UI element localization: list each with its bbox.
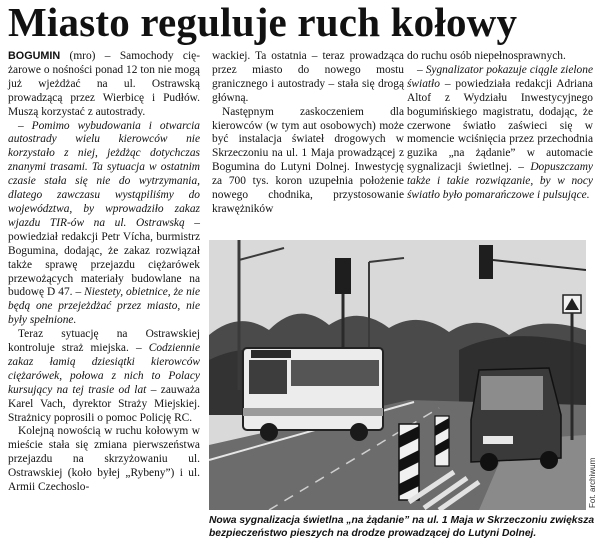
paragraph-priority-change: Kolejną nowością w ruchu kołowym w mieście stała się zmiana pierwszeństwa przejazdu na skrzyżowaniu ul. Ostrawskiej (koło byłej „Rybeny”) i ul. Armii Czechoslo- bbox=[8, 425, 200, 494]
photo-credit: Fot. archiwum bbox=[588, 457, 597, 508]
paragraph-continued: do ruchu osób niepełnosprawnych. bbox=[407, 50, 566, 62]
column-1 bbox=[8, 50, 200, 542]
quote-text: – Codziennie zakaz łamią dziesiątki kierowców ciężarówek, połowa z nich to Polacy kursujący na tej trasie od lat bbox=[8, 342, 200, 396]
quote-text-end: – Niestety, obietnice, że nie będą one przejeżdżać przez miasto, nie były spełnione. bbox=[8, 286, 201, 327]
paragraph-text: Teraz sytuację na Ostrawskiej kontroluje straż miejska. bbox=[8, 328, 200, 355]
paragraph-quote-mayor bbox=[8, 120, 200, 329]
column-2 bbox=[212, 50, 404, 238]
headline: Miasto reguluje ruch kołowy bbox=[8, 0, 518, 45]
lead-paragraph bbox=[8, 50, 200, 120]
quote-text: – Sygnalizator pokazuje ciągle zielone światło bbox=[407, 63, 593, 90]
column-3 bbox=[407, 50, 593, 238]
street-photo bbox=[209, 240, 586, 510]
attribution-text: – powiedziała redakcji Adriana Altof z Wydziału Inwestycyjnego bogumińskiego magistratu, dodając, że czerwone światło zaświeci się w momencie wciśnięcia przez przechodnia guzika „na żądanie” w automacie sygnalizacji świetlnej. bbox=[407, 77, 593, 174]
attribution-text: – powiedział redakcji Petr Vícha, burmistrz Bogumina, dodając, że zakaz rozwiązał także sprawę przejazdu ciężarówek przewożących materiały budowlane na budowę D 47. bbox=[8, 216, 200, 299]
attribution-text: – zauważa Karel Vach, dyrektor Straży Miejskiej. Strażnicy poprosili o pomoc Policję RC. bbox=[8, 383, 200, 424]
quote-text: – Pomimo wybudowania i otwarcia autostrady wielu kierowców nie korzystało z niej, jeżdżąc dotychczas znanymi trasami. Ta sytuacja w ostatnim czasie stała się nie do wytrzymania, dlatego zawczasu wystąpiliśmy do województwa, by wprowadziło zakaz wjazdu TIR-ów na ul. Ostrawską bbox=[8, 119, 200, 229]
paragraph-traffic-lights: Następnym zaskoczeniem dla kierowców (w tym aut osobowych) może być instalacja świateł drogowych w Skrzeczoniu na ul. 1 Maja prowadzącej z Bogumina do Lutyni Dolnej. Inwestycję za 700 tys. koron uzupełnia położenie nowego chodnika, przystosowanie krawężników bbox=[212, 105, 404, 215]
photo-caption: Nowa sygnalizacja świetlna „na żądanie” na ul. 1 Maja w Skrzeczoniu zwiększa bezpieczeństwo pieszych na drodze prowadzącej do Lutyni Dolnej. bbox=[209, 515, 595, 539]
quote-text-end: – Dopuszczamy także i takie rozwiązanie, by w nocy światło było pomarańczowe i pulsujące. bbox=[407, 161, 593, 202]
street-scene-illustration bbox=[209, 240, 586, 510]
paragraph-quote-altof bbox=[407, 64, 593, 203]
paragraph-continued: wackiej. Ta ostatnia – teraz prowadząca przez miasto do nowego mostu granicznego i autostrady – stała się drogą główną. bbox=[212, 50, 404, 104]
lead-text: (mro) – Samochody cię-żarowe o nośności ponad 12 ton nie mogą już wjeżdżać na ul. Ostrawską prowadzącą przez Wierbicę i Pudłów. Muszą korzystać z autostrady. bbox=[8, 50, 200, 118]
paragraph-city-guard bbox=[8, 328, 200, 425]
dateline: BOGUMIN bbox=[8, 50, 61, 62]
